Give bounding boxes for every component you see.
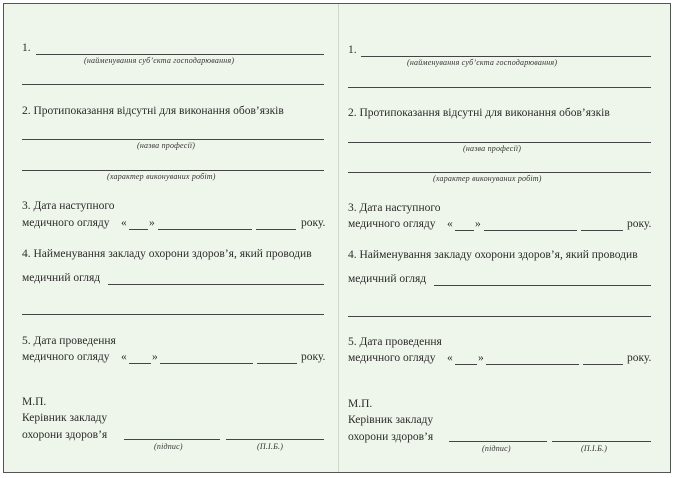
signature-line[interactable]: [124, 439, 220, 440]
profession-line[interactable]: [348, 142, 651, 143]
signature-caption: (підпис): [482, 444, 511, 453]
work-nature-caption: (характер виконуваних робіт): [433, 174, 542, 183]
work-nature-caption: (характер виконуваних робіт): [107, 172, 216, 181]
section-5-label: 5. Дата проведення: [22, 335, 116, 347]
next-exam-month-field[interactable]: [158, 229, 252, 230]
facility-name-line-2[interactable]: [348, 316, 651, 317]
exam-year-label: року.: [301, 351, 326, 363]
section-5-label-line2: медичного огляду: [348, 352, 436, 364]
full-name-line[interactable]: [552, 441, 651, 442]
signature-caption: (підпис): [154, 442, 183, 451]
exam-day-field[interactable]: [129, 363, 151, 364]
head-label: Керівник закладу: [22, 412, 108, 424]
next-exam-year-label: року.: [627, 218, 652, 230]
profession-caption: (назва професії): [137, 141, 196, 150]
next-exam-month-field[interactable]: [484, 230, 577, 231]
exam-quote-close: »: [152, 351, 158, 363]
exam-month-field[interactable]: [160, 363, 253, 364]
facility-name-line-2[interactable]: [22, 314, 324, 315]
facility-name-line[interactable]: [434, 285, 651, 286]
profession-caption: (назва професії): [463, 144, 522, 153]
next-exam-day-field[interactable]: [455, 230, 474, 231]
exam-year-field[interactable]: [583, 364, 623, 365]
entity-name-line-2[interactable]: [348, 87, 651, 88]
entity-name-caption: (найменування суб’єкта господарювання): [407, 58, 558, 67]
section-4-label: 4. Найменування закладу охорони здоров’я, який проводив: [348, 249, 638, 261]
section-3-label-line2: медичного огляду: [348, 218, 436, 230]
next-exam-year-label: року.: [301, 217, 326, 229]
facility-name-line[interactable]: [108, 284, 324, 285]
next-exam-quote-open: «: [121, 217, 127, 229]
work-nature-line[interactable]: [348, 172, 651, 173]
section-2-label: 2. Протипоказання відсутні для виконання обов’язків: [22, 105, 284, 117]
head-label-line2: охорони здоров’я: [22, 429, 108, 441]
exam-year-label: року.: [627, 352, 652, 364]
exam-quote-open: «: [447, 352, 453, 364]
next-exam-day-field[interactable]: [129, 229, 148, 230]
exam-day-field[interactable]: [455, 364, 477, 365]
head-label-line2: охорони здоров’я: [348, 431, 434, 443]
next-exam-quote-close: »: [149, 217, 155, 229]
stamp-label: М.П.: [348, 398, 373, 410]
profession-line[interactable]: [22, 139, 324, 140]
entity-name-line-2[interactable]: [22, 84, 324, 85]
section-1-number: 1.: [348, 44, 357, 56]
section-3-label: 3. Дата наступного: [348, 202, 441, 214]
section-4-label-line2: медичний огляд: [22, 272, 101, 284]
section-5-label: 5. Дата проведення: [348, 336, 442, 348]
stamp-label: М.П.: [22, 396, 47, 408]
head-label: Керівник закладу: [348, 414, 434, 426]
next-exam-year-field[interactable]: [256, 229, 296, 230]
exam-quote-close: »: [478, 352, 484, 364]
section-4-label-line2: медичний огляд: [348, 273, 427, 285]
full-name-caption: (П.І.Б.): [257, 442, 284, 451]
right-page: [339, 4, 672, 472]
entity-name-caption: (найменування суб’єкта господарювання): [84, 56, 235, 65]
entity-name-line[interactable]: [36, 54, 324, 55]
work-nature-line[interactable]: [22, 170, 324, 171]
next-exam-quote-open: «: [447, 218, 453, 230]
section-3-label: 3. Дата наступного: [22, 200, 115, 212]
exam-year-field[interactable]: [257, 363, 297, 364]
section-2-label: 2. Протипоказання відсутні для виконання обов’язків: [348, 107, 610, 119]
document-spread: [3, 3, 671, 473]
signature-line[interactable]: [449, 441, 547, 442]
exam-month-field[interactable]: [486, 364, 579, 365]
section-1-number: 1.: [22, 42, 31, 54]
full-name-caption: (П.І.Б.): [581, 444, 608, 453]
next-exam-year-field[interactable]: [581, 230, 623, 231]
section-3-label-line2: медичного огляду: [22, 217, 110, 229]
left-page: [4, 4, 338, 472]
section-5-label-line2: медичного огляду: [22, 351, 110, 363]
section-4-label: 4. Найменування закладу охорони здоров’я, який проводив: [22, 248, 312, 260]
entity-name-line[interactable]: [361, 56, 651, 57]
exam-quote-open: «: [121, 351, 127, 363]
full-name-line[interactable]: [226, 439, 324, 440]
next-exam-quote-close: »: [475, 218, 481, 230]
